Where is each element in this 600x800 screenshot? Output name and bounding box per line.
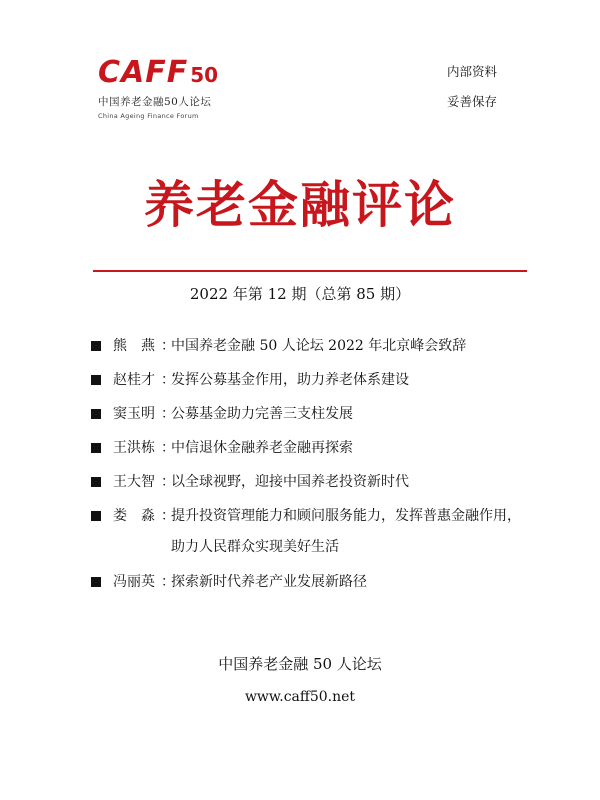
toc-separator: ： bbox=[161, 406, 175, 422]
issue-number: 2022 年第 12 期（总第 85 期） bbox=[189, 285, 411, 303]
table-of-contents bbox=[91, 338, 551, 608]
toc-title bbox=[171, 508, 551, 555]
toc-author: 赵桂才 bbox=[113, 372, 155, 388]
toc-author: 王大智 bbox=[113, 474, 155, 490]
classification-keep: 妥善保存 bbox=[447, 94, 498, 109]
toc-title bbox=[171, 406, 551, 422]
title-divider bbox=[93, 270, 527, 272]
toc-item[interactable] bbox=[91, 372, 551, 406]
toc-item[interactable] bbox=[91, 406, 551, 440]
toc-title-line: 公募基金助力完善三支柱发展 bbox=[171, 406, 353, 422]
caff50-logo bbox=[98, 55, 258, 128]
toc-author: 冯丽英 bbox=[113, 574, 155, 590]
toc-item[interactable] bbox=[91, 440, 551, 474]
toc-author: 娄 淼 bbox=[113, 508, 155, 524]
toc-author: 熊 燕 bbox=[113, 338, 155, 354]
toc-title-line: 中国养老金融 50 人论坛 2022 年北京峰会致辞 bbox=[171, 338, 467, 354]
toc-title bbox=[171, 574, 551, 590]
square-bullet-icon bbox=[91, 511, 101, 521]
square-bullet-icon bbox=[91, 477, 101, 487]
logo-english-name: China Ageing Finance Forum bbox=[98, 112, 199, 120]
document-classification bbox=[447, 64, 497, 124]
toc-item[interactable] bbox=[91, 508, 551, 574]
square-bullet-icon bbox=[91, 375, 101, 385]
toc-title bbox=[171, 440, 551, 456]
logo-number: 50 bbox=[190, 63, 219, 87]
toc-title-line: 以全球视野，迎接中国养老投资新时代 bbox=[171, 474, 409, 490]
toc-author: 窦玉明 bbox=[113, 406, 155, 422]
logo-mark bbox=[98, 55, 258, 90]
toc-item[interactable] bbox=[91, 474, 551, 508]
logo-brand: CAFF bbox=[98, 55, 189, 90]
toc-item[interactable] bbox=[91, 574, 551, 608]
publisher-url[interactable]: www.caff50.net bbox=[244, 689, 356, 705]
toc-item[interactable] bbox=[91, 338, 551, 372]
publication-title: 养老金融评论 bbox=[144, 175, 456, 234]
toc-separator: ： bbox=[161, 574, 175, 590]
toc-title-line: 提升投资管理能力和顾问服务能力，发挥普惠金融作用， bbox=[171, 508, 521, 524]
classification-internal: 内部资料 bbox=[447, 64, 498, 79]
square-bullet-icon bbox=[91, 443, 101, 453]
toc-separator: ： bbox=[161, 440, 175, 456]
square-bullet-icon bbox=[91, 577, 101, 587]
toc-separator: ： bbox=[161, 338, 175, 354]
toc-title-line: 探索新时代养老产业发展新路径 bbox=[171, 574, 367, 590]
square-bullet-icon bbox=[91, 341, 101, 351]
square-bullet-icon bbox=[91, 409, 101, 419]
toc-title-line: 中信退休金融养老金融再探索 bbox=[171, 440, 353, 456]
toc-title bbox=[171, 372, 551, 388]
toc-author: 王洪栋 bbox=[113, 440, 155, 456]
toc-separator: ： bbox=[161, 474, 175, 490]
toc-separator: ： bbox=[161, 508, 175, 524]
toc-title-line: 助力人民群众实现美好生活 bbox=[171, 539, 339, 555]
toc-title bbox=[171, 338, 551, 354]
toc-separator: ： bbox=[161, 372, 175, 388]
toc-title-line: 发挥公募基金作用，助力养老体系建设 bbox=[171, 372, 409, 388]
publisher-name: 中国养老金融 50 人论坛 bbox=[218, 655, 382, 673]
toc-title bbox=[171, 474, 551, 490]
logo-chinese-name: 中国养老金融50人论坛 bbox=[98, 96, 212, 108]
